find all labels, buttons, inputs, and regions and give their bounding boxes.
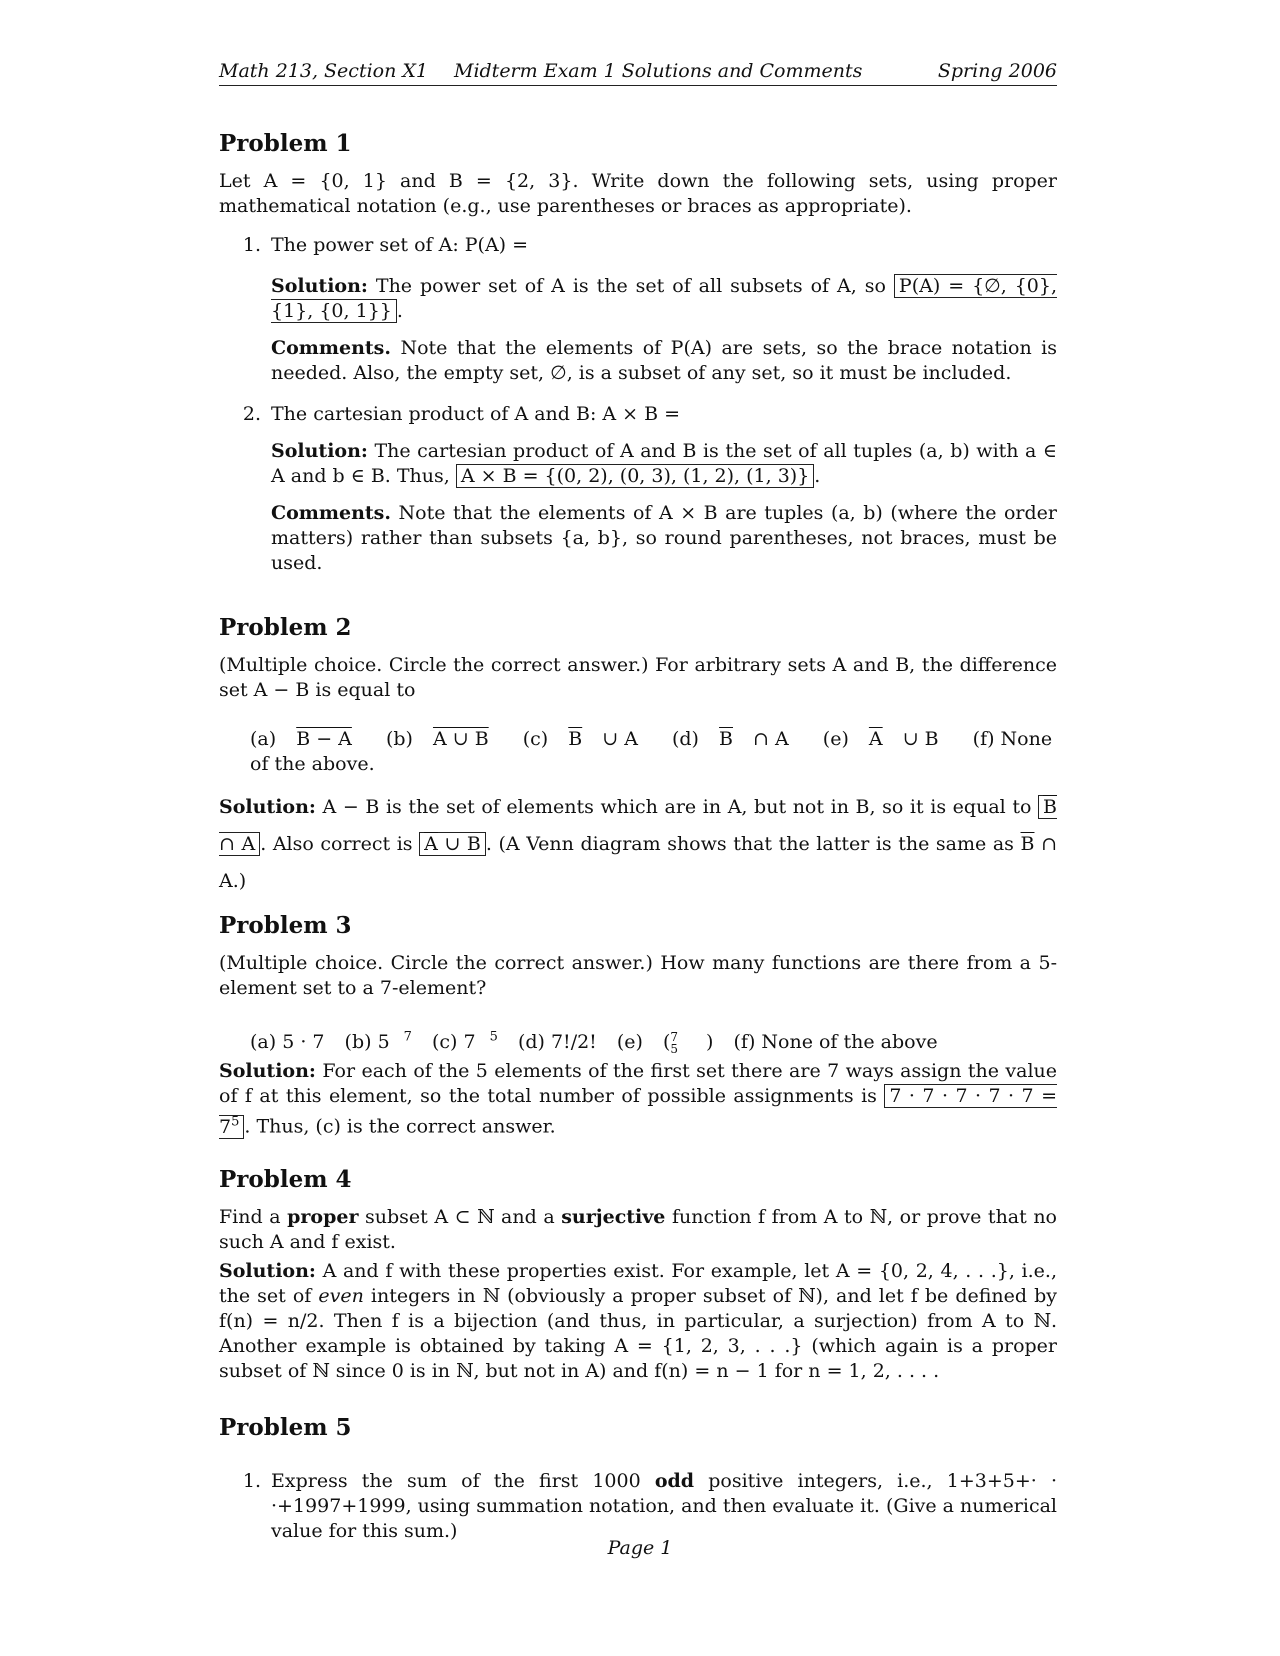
answer-box: A × B = {(0, 2), (0, 3), (1, 2), (1, 3)}	[456, 464, 814, 488]
solution-label: Solution:	[219, 796, 316, 818]
also-correct-text: Also correct is	[272, 833, 413, 855]
page-number: Page 1	[607, 1537, 673, 1559]
item-comments	[271, 336, 1057, 386]
problem-1-intro: Let A = {0, 1} and B = {2, 3}. Write down the following sets, using proper mathematical notation (e.g., use parentheses or braces as appropriate).	[219, 170, 1057, 217]
problem-1-item-1	[219, 233, 1057, 386]
choice-e: (e) $\overline{A}$ ∪ B	[822, 728, 939, 750]
comments-text: Note that the elements of P(A) are sets, so the brace notation is needed. Also, the empty set, ∅, is a subset of any set, so it must be included.	[271, 337, 1058, 384]
choice-c: (c) $\overline{B}$ ∪ A	[522, 728, 638, 750]
solution-label: Solution:	[271, 440, 368, 462]
running-header	[219, 60, 1057, 86]
solution-tail: . Thus, (c) is the correct answer.	[244, 1115, 556, 1138]
problem-1-item-2	[219, 402, 1057, 576]
answer-box: P(A) = {∅, {0}, {1}, {0, 1}}	[271, 275, 1058, 322]
problem-3-choices	[219, 1025, 1057, 1055]
choice-f: (f) None of the above.	[250, 728, 1053, 775]
problem-5-item-1	[219, 1469, 1057, 1544]
item-question: The power set of A: P(A) =	[271, 234, 529, 256]
choice-a: (a) B − A	[250, 728, 352, 750]
problem-2-intro: (Multiple choice. Circle the correct answer.) For arbitrary sets A and B, the difference set A − B is equal to	[219, 654, 1057, 701]
choice-b: (b) 5 $^7$	[344, 1030, 412, 1054]
venn-note: (A Venn diagram shows that the latter is the same as	[498, 833, 1014, 855]
comments-text: Note that the elements of A × B are tuples (a, b) (where the order matters) rather than subsets {a, b}, so round parentheses, not braces, must be used.	[271, 502, 1057, 574]
solution-text: The power set of A is the set of all subsets of A, so	[375, 275, 886, 297]
header-course: Math 213, Section X1	[219, 60, 428, 82]
item-solution: Solution: The power set of A is the set of all subsets of A, so P(A) = {∅, {0}, {1}, {0, 1}} .	[271, 275, 1058, 322]
solution-text: The cartesian product of A and B is the set of all tuples (a, b) with a ∈ A and b ∈ B. Thus,	[271, 440, 1057, 487]
choice-f: (f) None of the above	[733, 1031, 938, 1054]
problem-5-title: Problem 5	[219, 1413, 352, 1441]
problem-3-solution	[219, 1059, 1057, 1139]
item-comments	[271, 501, 1057, 576]
solution-text: A − B is the set of elements which are in A, but not in B, so it is equal to	[322, 796, 1032, 818]
problem-3-title: Problem 3	[219, 912, 352, 939]
choice-a: (a) 5 · 7	[250, 1031, 325, 1054]
venn-note-rest: ∩ A.)	[219, 833, 1057, 892]
choice-d: (d) $\overline{B}$ ∩ A	[671, 728, 789, 750]
solution-label: Solution:	[271, 275, 368, 297]
venn-note-b: $\overline{B}$	[1020, 833, 1035, 855]
item-question: The cartesian product of A and B: A × B =	[271, 403, 681, 425]
answer-box-2: $\overline{A}$ ∪ B	[419, 832, 486, 856]
answer-box-1: $\overline{B}$ ∩ A	[219, 796, 1057, 855]
item-number: 1.	[242, 1469, 261, 1492]
item-solution: Solution: The cartesian product of A and B is the set of all tuples (a, b) with a ∈ A and b ∈ B. Thus, A × B = {(0, 2), (0, 3), (1, 2), (1, 3)} .	[271, 440, 1057, 487]
solution-label: Solution:	[219, 1060, 316, 1083]
choice-b: (b) A ∪ B	[385, 728, 489, 750]
solution-text: For each of the 5 elements of the first set there are 7 ways assign the value of f at this element, so the total number of possible assignments is	[219, 1060, 1058, 1108]
choice-d: (d) 7!/2!	[517, 1031, 597, 1054]
problem-2-choices	[219, 727, 1057, 777]
problem-3-intro: (Multiple choice. Circle the correct answer.) How many functions are there from a 5-element set to a 7-element?	[219, 952, 1057, 999]
choice-e: (e) ( 7 5 )	[616, 1030, 714, 1057]
solution-label: Solution:	[219, 1259, 316, 1282]
item-number: 1.	[242, 234, 261, 256]
comments-label: Comments.	[271, 337, 391, 359]
answer-box: $7 \cdot 7 \cdot 7 \cdot 7 \cdot 7 = 7^5$	[219, 1085, 1057, 1138]
problem-2-solution: Solution: A − B is the set of elements which are in A, but not in B, so it is equal to $\overline{B}$ ∩ A . Also correct is $\overline{A}$ ∪ B . (A Venn diagram shows that the latter is the same as $\overline{B}$ ∩ A.)	[219, 796, 1057, 892]
comments-label: Comments.	[271, 502, 391, 524]
header-term: Spring 2006	[937, 60, 1057, 82]
exam-page	[219, 60, 1057, 1544]
item-number: 2.	[242, 403, 261, 425]
problem-4-title: Problem 4	[219, 1165, 352, 1193]
header-title: Midterm Exam 1 Solutions and Comments	[453, 60, 863, 82]
item-question: Express the sum of the first 1000 odd positive integers, i.e., 1+3+5+· · ·+1997+1999, using summation notation, and then evaluate it. (Give a numerical value for this sum.)	[271, 1469, 1057, 1542]
problem-4-solution: Solution: A and f with these properties exist. For example, let A = {0, 2, 4, . . .}, i.e., the set of even integers in ℕ (obviously a proper subset of ℕ), and let f be defined by f(n) = n/2. Then f is a bijection (and thus, in particular, a surjection) from A to ℕ. Another example is obtained by taking A = {1, 2, 3, . . .} (which again is a proper subset of ℕ since 0 is in ℕ, but not in A) and f(n) = n − 1 for n = 1, 2, . . . .	[219, 1259, 1057, 1382]
problem-1-title: Problem 1	[219, 130, 352, 157]
problem-2-title: Problem 2	[219, 614, 352, 641]
choice-c: (c) 7 $^5$	[432, 1030, 498, 1054]
problem-4-question: Find a proper subset A ⊂ ℕ and a surjective function f from A to ℕ, or prove that no such A and f exist.	[219, 1205, 1057, 1253]
